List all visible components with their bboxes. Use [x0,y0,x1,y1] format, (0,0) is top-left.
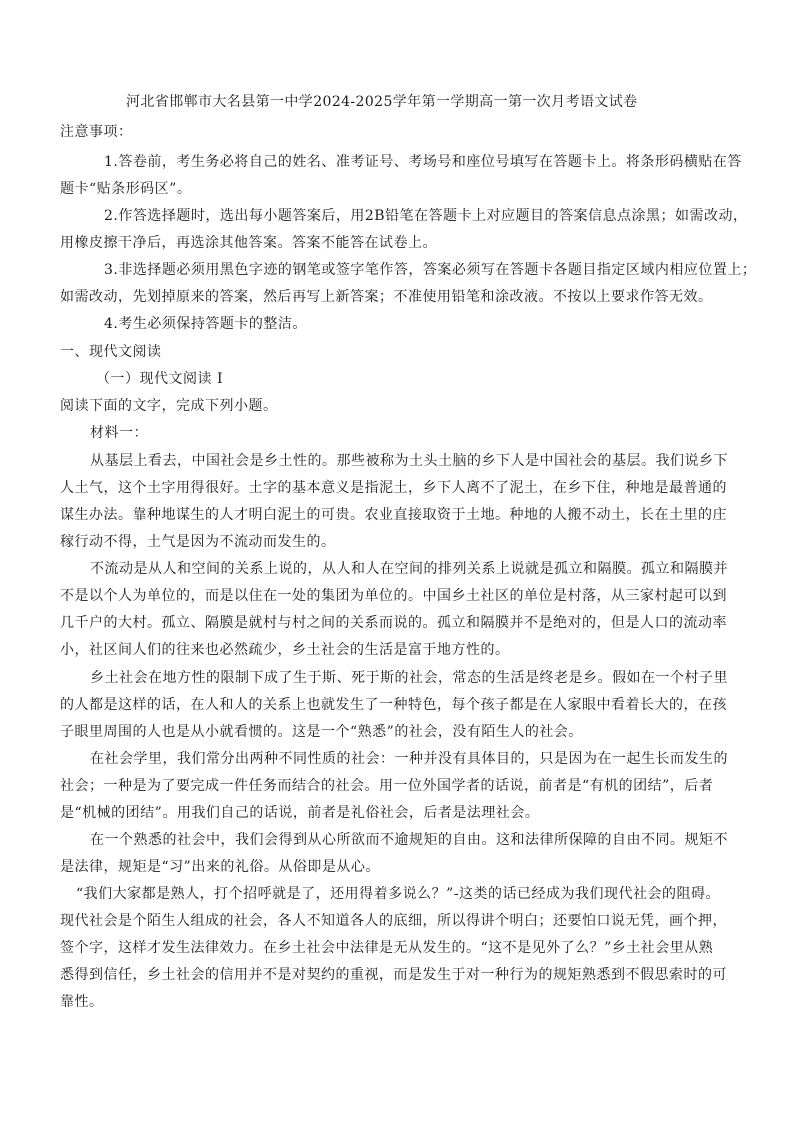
section-heading: 一、现代文阅读 [60,344,162,360]
body-line: 稼行动不得，土气是因为不流动而发生的。 [60,534,336,550]
body-line: 不是以个人为单位的，而是以住在一处的集团为单位的。中国乡土社区的单位是村落，从三家村起可以到 [60,588,727,604]
notice-heading: 注意事项： [60,124,133,140]
notice-line: 2.作答选择题时，选出每小题答案后，用2B铅笔在答题卡上对应题目的答案信息点涂黑；如需改动， [104,208,748,224]
body-line: 是“机械的团结”。用我们自己的话说，前者是礼俗社会，后者是法理社会。 [60,805,540,821]
notice-line: 如需改动，先划掉原来的答案，然后再写上新答案；不准使用铅笔和涂改液。不按以上要求作答无效。 [60,289,713,305]
body-line: 在一个熟悉的社会中，我们会得到从心所欲而不逾规矩的自由。这和法律所保障的自由不同。规矩不 [90,832,728,848]
notice-line: 4.考生必须保持答题卡的整洁。 [104,316,307,332]
material-label: 材料一： [90,425,148,441]
body-line: 现代社会是个陌生人组成的社会，各人不知道各人的底细，所以得讲个明白；还要怕口说无凭，画个押， [60,913,727,929]
body-line: “我们大家都是熟人，打个招呼就是了，还用得着多说么？”-这类的话已经成为我们现代社会的阻碍。 [76,886,721,902]
body-line: 乡土社会在地方性的限制下成了生于斯、死于斯的社会，常态的生活是终老是乡。假如在一个村子里 [90,670,728,686]
body-line: 是法律，规矩是“习”出来的礼俗。从俗即是从心。 [60,859,380,875]
body-line: 社会；一种是为了要完成一件任务而结合的社会。用一位外国学者的话说，前者是“有机的团结”，后者 [60,778,714,794]
body-line: 从基层上看去，中国社会是乡土性的。那些被称为土头土脑的乡下人是中国社会的基层。我们说乡下 [90,453,728,469]
body-line: 悉得到信任，乡土社会的信用并不是对契约的重视，而是发生于对一种行为的规矩熟悉到不假思索时的可 [60,967,727,983]
notice-line: 用橡皮擦干净后，再选涂其他答案。答案不能答在试卷上。 [60,235,437,251]
body-line: 人土气，这个土字用得很好。土字的基本意义是指泥土，乡下人离不了泥土，在乡下住，种地是最普通的 [60,480,727,496]
body-line: 谋生办法。靠种地谋生的人才明白泥土的可贵。农业直接取资于土地。种地的人搬不动土，长在土里的庄 [60,507,727,523]
body-line: 靠性。 [60,994,104,1010]
body-line: 不流动是从人和空间的关系上说的，从人和人在空间的排列关系上说就是孤立和隔膜。孤立和隔膜并 [90,561,728,577]
reading-instruction: 阅读下面的文字，完成下列小题。 [60,398,278,414]
body-line: 签个字，这样才发生法律效力。在乡土社会中法律是无从发生的。“这不是见外了么？”乡土社会里从熟 [60,940,714,956]
exam-title: 河北省邯郸市大名县第一中学2024-2025学年第一学期高一第一次月考语文试卷 [126,94,638,110]
notice-line: 题卡“贴条形码区”。 [60,181,192,197]
body-line: 在社会学里，我们常分出两种不同性质的社会：一种并没有具体目的，只是因为在一起生长而发生的 [90,751,728,767]
body-line: 子眼里周围的人也是从小就看惯的。这是一个“熟悉”的社会，没有陌生人的社会。 [60,724,583,740]
notice-line: 3.非选择题必须用黑色字迹的钢笔或签字笔作答，答案必须写在答题卡各题目指定区域内相应位置上； [104,262,757,278]
body-line: 的人都是这样的话，在人和人的关系上也就发生了一种特色，每个孩子都是在人家眼中看着长大的，在孩 [60,697,727,713]
notice-line: 1.答卷前，考生务必将自己的姓名、准考证号、考场号和座位号填写在答题卡上。将条形码横贴在答 [104,154,742,170]
body-line: 小，社区间人们的往来也必然疏少，乡土社会的生活是富于地方性的。 [60,642,510,658]
body-line: 几千户的大村。孤立、隔膜是就村与村之间的关系而说的。孤立和隔膜并不是绝对的，但是人口的流动率 [60,615,727,631]
subsection-heading: （一）现代文阅读 I [96,371,223,387]
